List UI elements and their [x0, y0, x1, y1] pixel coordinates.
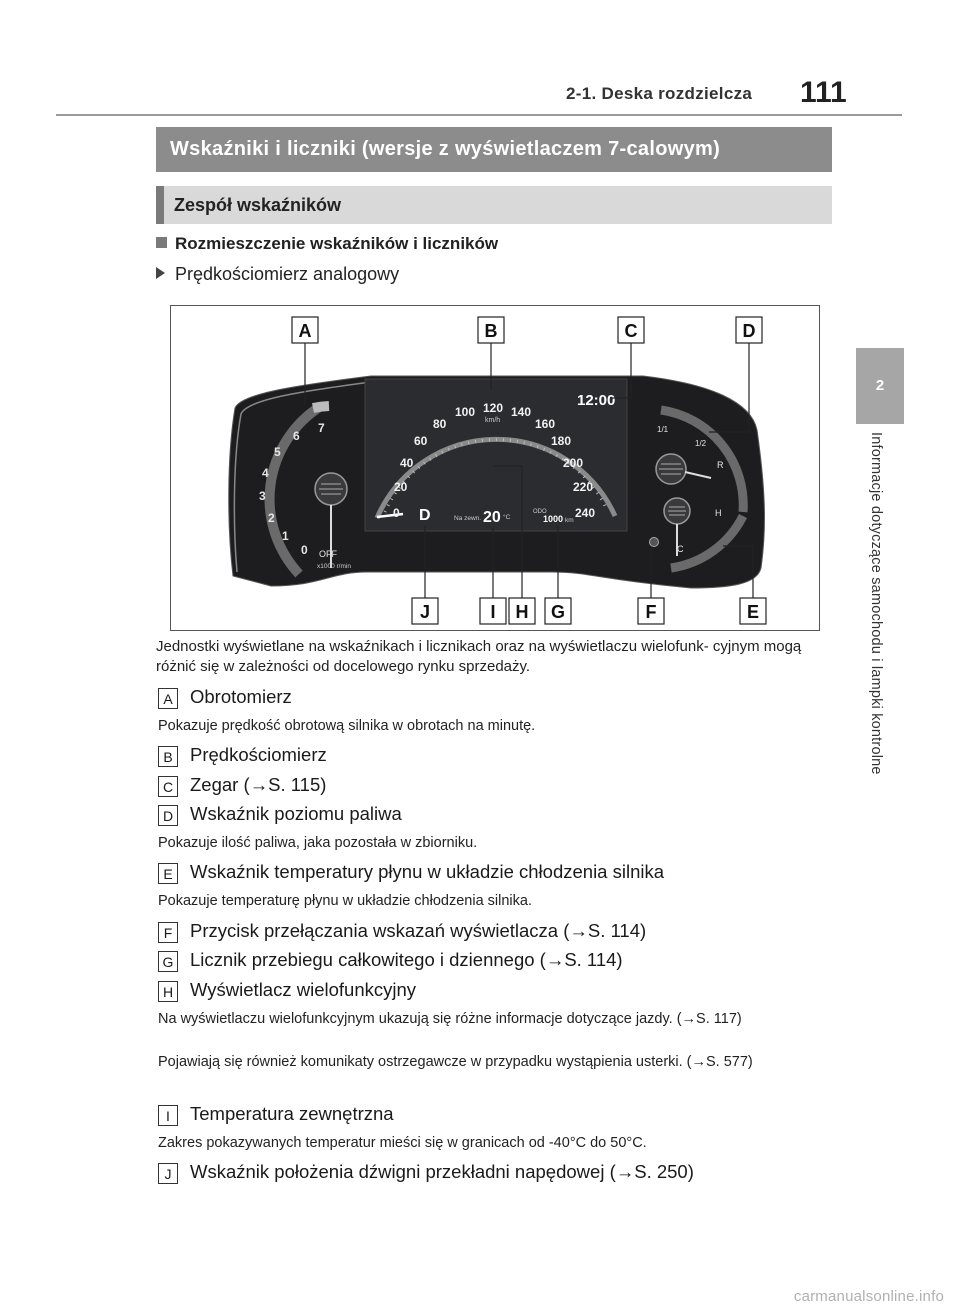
speed-label-240: 240: [575, 506, 596, 520]
intro-paragraph: Jednostki wyświetlane na wskaźnikach i licznikach oraz na wyświetlaczu wielofunk- cyjnym mogą różnić się w zależności od docelowego rynku sprzedaży.: [156, 638, 802, 675]
speed-label-0: 0: [393, 506, 400, 520]
tach-label-0: 0: [301, 543, 308, 557]
item-label: H: [158, 981, 178, 1002]
tach-label-4: 4: [262, 466, 269, 480]
section-title: Wskaźniki i liczniki (wersje z wyświetlaczem 7-calowym): [156, 127, 832, 172]
speed-label-20: 20: [394, 480, 408, 494]
heading: [156, 234, 498, 254]
tachometer-redzone: [313, 406, 329, 408]
section-header: 2-1. Deska rozdzielcza: [566, 84, 753, 103]
item-title: Prędkościomierz: [190, 744, 327, 765]
item-label: E: [158, 863, 178, 884]
item-e-desc: Pokazuje temperaturę płynu w układzie chłodzenia silnika.: [158, 893, 532, 909]
fuel-half-label: 1/2: [695, 439, 707, 448]
chapter-tab[interactable]: 2: [856, 348, 904, 424]
item-a-desc: Pokazuje prędkość obrotową silnika w obrotach na minutę.: [158, 718, 536, 734]
item-label: J: [158, 1163, 178, 1184]
outside-temp-label: Na zewn.: [454, 515, 482, 522]
speed-label-100: 100: [455, 405, 476, 419]
item-title: Obrotomierz: [190, 686, 292, 707]
callout-j: J: [419, 602, 431, 622]
subsection-title: Zespół wskaźników: [156, 186, 832, 224]
callout-e: E: [746, 602, 760, 622]
callout-i: I: [490, 602, 496, 622]
item-label: F: [158, 922, 178, 943]
speed-label-160: 160: [535, 417, 556, 431]
item-label: A: [158, 688, 178, 709]
item-h-desc: Na wyświetlaczu wielofunkcyjnym ukazują się różne informacje dotyczące jazdy. (→S. 117): [158, 1011, 742, 1027]
item-title: Temperatura zewnętrzna: [190, 1103, 394, 1124]
item-i-desc: Zakres pokazywanych temperatur mieści się w granicach od -40°C do 50°C.: [158, 1135, 647, 1151]
outside-temp-value: 20: [483, 509, 501, 526]
callout-f: F: [645, 602, 657, 622]
speed-unit: km/h: [485, 417, 501, 424]
item-title: Wskaźnik temperatury płynu w układzie chłodzenia silnika: [190, 861, 665, 882]
gear-indicator: D: [419, 507, 431, 524]
speed-label-200: 200: [563, 456, 584, 470]
watermark: carmanualsonline.info: [793, 1288, 944, 1305]
item-label: C: [158, 776, 178, 797]
callout-a: A: [298, 321, 312, 341]
speed-label-60: 60: [414, 434, 428, 448]
speed-label-220: 220: [573, 480, 594, 494]
speed-label-40: 40: [400, 456, 414, 470]
item-title: Wskaźnik położenia dźwigni przekładni napędowej (→S. 250): [190, 1161, 694, 1182]
speed-label-180: 180: [551, 434, 572, 448]
item-title: Wskaźnik poziomu paliwa: [190, 803, 402, 824]
callout-g: G: [550, 602, 566, 622]
instrument-cluster-illustration: [171, 306, 819, 630]
callout-h: H: [515, 602, 529, 622]
temp-cold-label: C: [677, 544, 684, 554]
item-d-desc: Pokazuje ilość paliwa, jaka pozostała w zbiorniku.: [158, 835, 478, 851]
callout-c: C: [624, 321, 638, 341]
clock-display: 12:00: [577, 392, 616, 409]
triangle-bullet-icon: [156, 267, 165, 279]
speed-label-140: 140: [511, 405, 532, 419]
speed-label-80: 80: [433, 417, 447, 431]
odo-label: ODO: [533, 509, 547, 515]
fuel-full-label: 1/1: [657, 425, 669, 434]
tach-label-6: 6: [293, 429, 300, 443]
speed-label-120: 120: [483, 401, 504, 415]
fuel-reserve-label: R: [717, 460, 724, 470]
item-label: I: [158, 1105, 178, 1126]
tach-label-3: 3: [259, 489, 266, 503]
odo-unit: km: [565, 517, 574, 524]
callout-d: D: [742, 321, 756, 341]
chapter-label: Informacje dotyczące samochodu i lampki kontrolne: [868, 432, 884, 775]
subheading: [156, 264, 399, 285]
tach-label-2: 2: [268, 511, 275, 525]
page-number: 111: [800, 76, 847, 109]
tach-label-1: 1: [282, 529, 289, 543]
tach-off-label: OFF: [319, 549, 337, 559]
subheading-text: Prędkościomierz analogowy: [175, 264, 400, 284]
tach-label-7: 7: [318, 421, 325, 435]
item-title: Wyświetlacz wielofunkcyjny: [190, 979, 417, 1000]
temp-hot-label: H: [715, 508, 722, 518]
callout-b: B: [484, 321, 498, 341]
item-title: Przycisk przełączania wskazań wyświetlacza (→S. 114): [190, 920, 647, 941]
item-label: B: [158, 746, 178, 767]
tach-label-5: 5: [274, 445, 281, 459]
item-title: Licznik przebiegu całkowitego i dziennego (→S. 114): [190, 949, 623, 970]
item-title: Zegar (→S. 115): [190, 774, 327, 795]
tach-unit-label: x1000 r/min: [317, 563, 351, 570]
square-bullet-icon: [156, 237, 167, 248]
item-label: D: [158, 805, 178, 826]
item-h-desc2: Pojawiają się również komunikaty ostrzegawcze w przypadku wystąpienia usterki. (→S. 577): [158, 1054, 753, 1070]
display-switch-button[interactable]: [650, 538, 659, 547]
instrument-cluster-figure: [170, 305, 820, 631]
heading-text: Rozmieszczenie wskaźników i liczników: [175, 234, 499, 253]
header-rule: [56, 114, 902, 116]
outside-temp-unit: °C: [503, 514, 511, 521]
item-label: G: [158, 951, 178, 972]
odo-value: 1000: [543, 514, 564, 524]
